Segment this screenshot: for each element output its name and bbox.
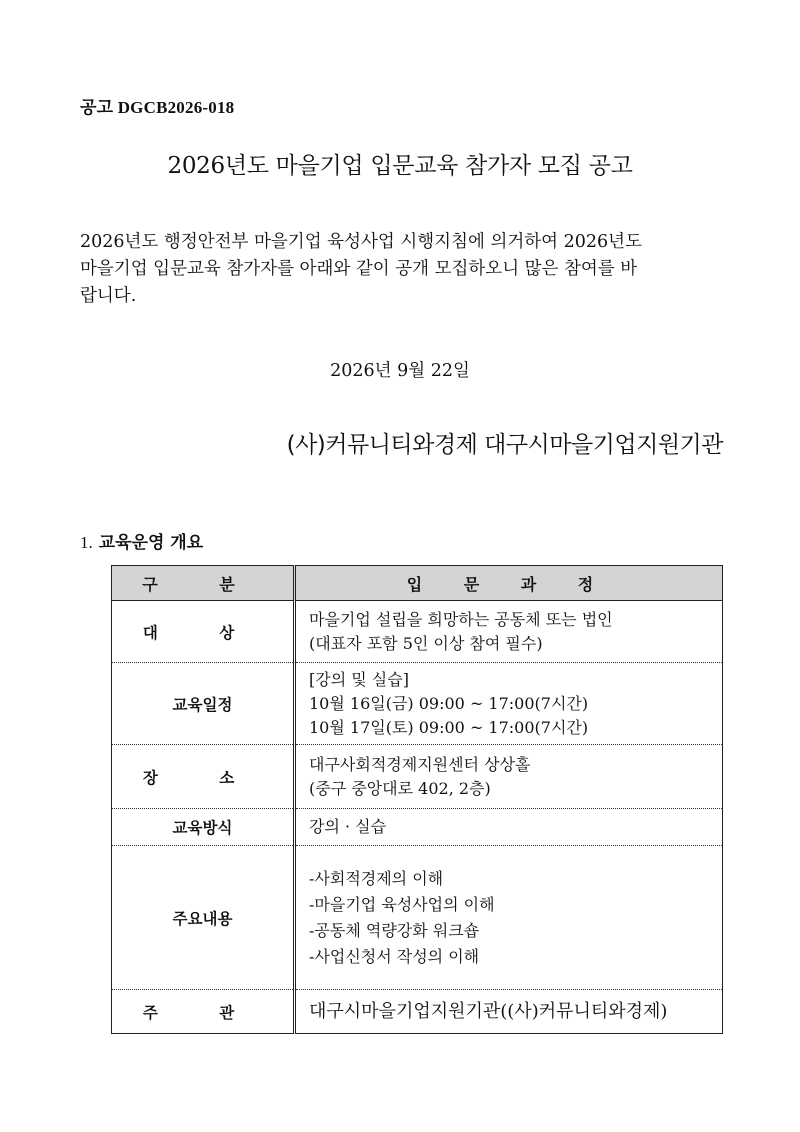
notice-number: 공고 DGCB2026-018 <box>80 98 235 117</box>
overview-table <box>111 565 723 1034</box>
section-heading <box>80 528 203 553</box>
value-line: -마을기업 육성사업의 이해 <box>309 894 495 914</box>
intro-line: 랍니다. <box>80 286 137 306</box>
row-value <box>295 990 723 1034</box>
row-value <box>295 601 723 663</box>
organization-name: (사)커뮤니티와경제 대구시마을기업지원기관 <box>286 432 723 458</box>
value-line: 마을기업 설립을 희망하는 공동체 또는 법인 <box>309 609 613 629</box>
table-row-place <box>112 745 723 809</box>
notice-date: 2026년 9월 22일 <box>330 361 470 381</box>
row-label: 주요내용 <box>112 846 295 990</box>
table-row-schedule <box>112 663 723 745</box>
value-line: (대표자 포함 5인 이상 참여 필수) <box>309 633 543 653</box>
header-category: 구 분 <box>112 566 295 601</box>
table-header-row <box>112 566 723 601</box>
value-line: [강의 및 실습] <box>309 669 409 689</box>
section-title: 교육운영 개요 <box>98 533 204 553</box>
value-line: -공동체 역량강화 워크숍 <box>309 920 480 940</box>
value-line: (중구 중앙대로 402, 2층) <box>309 778 491 798</box>
row-label: 장 소 <box>112 745 295 809</box>
row-value <box>295 663 723 745</box>
section-number: 1. <box>80 533 93 552</box>
value-line: 대구시마을기업지원기관((사)커뮤니티와경제) <box>309 1000 668 1022</box>
value-line: 대구사회적경제지원센터 상상홀 <box>309 754 531 774</box>
value-line: -사회적경제의 이해 <box>309 868 444 888</box>
value-line: 10월 17일(토) 09:00 ~ 17:00(7시간) <box>309 717 589 737</box>
document-title: 2026년도 마을기업 입문교육 참가자 모집 공고 <box>167 153 633 179</box>
value-line: 10월 16일(금) 09:00 ~ 17:00(7시간) <box>309 693 589 713</box>
table-row-method <box>112 809 723 846</box>
row-value <box>295 809 723 846</box>
table-row-target <box>112 601 723 663</box>
value-line: -사업신청서 작성의 이해 <box>309 946 480 966</box>
row-label: 주 관 <box>112 990 295 1034</box>
row-value <box>295 846 723 990</box>
header-course: 입 문 과 정 <box>295 566 723 601</box>
value-line: 강의 · 실습 <box>309 817 387 836</box>
row-value <box>295 745 723 809</box>
intro-paragraph <box>80 229 723 310</box>
table-row-host <box>112 990 723 1034</box>
intro-line: 2026년도 행정안전부 마을기업 육성사업 시행지침에 의거하여 2026년도 <box>80 232 642 252</box>
row-label: 교육일정 <box>112 663 295 745</box>
row-label: 교육방식 <box>112 809 295 846</box>
row-label: 대 상 <box>112 601 295 663</box>
intro-line: 마을기업 입문교육 참가자를 아래와 같이 공개 모집하오니 많은 참여를 바 <box>80 259 638 279</box>
table-row-content <box>112 846 723 990</box>
